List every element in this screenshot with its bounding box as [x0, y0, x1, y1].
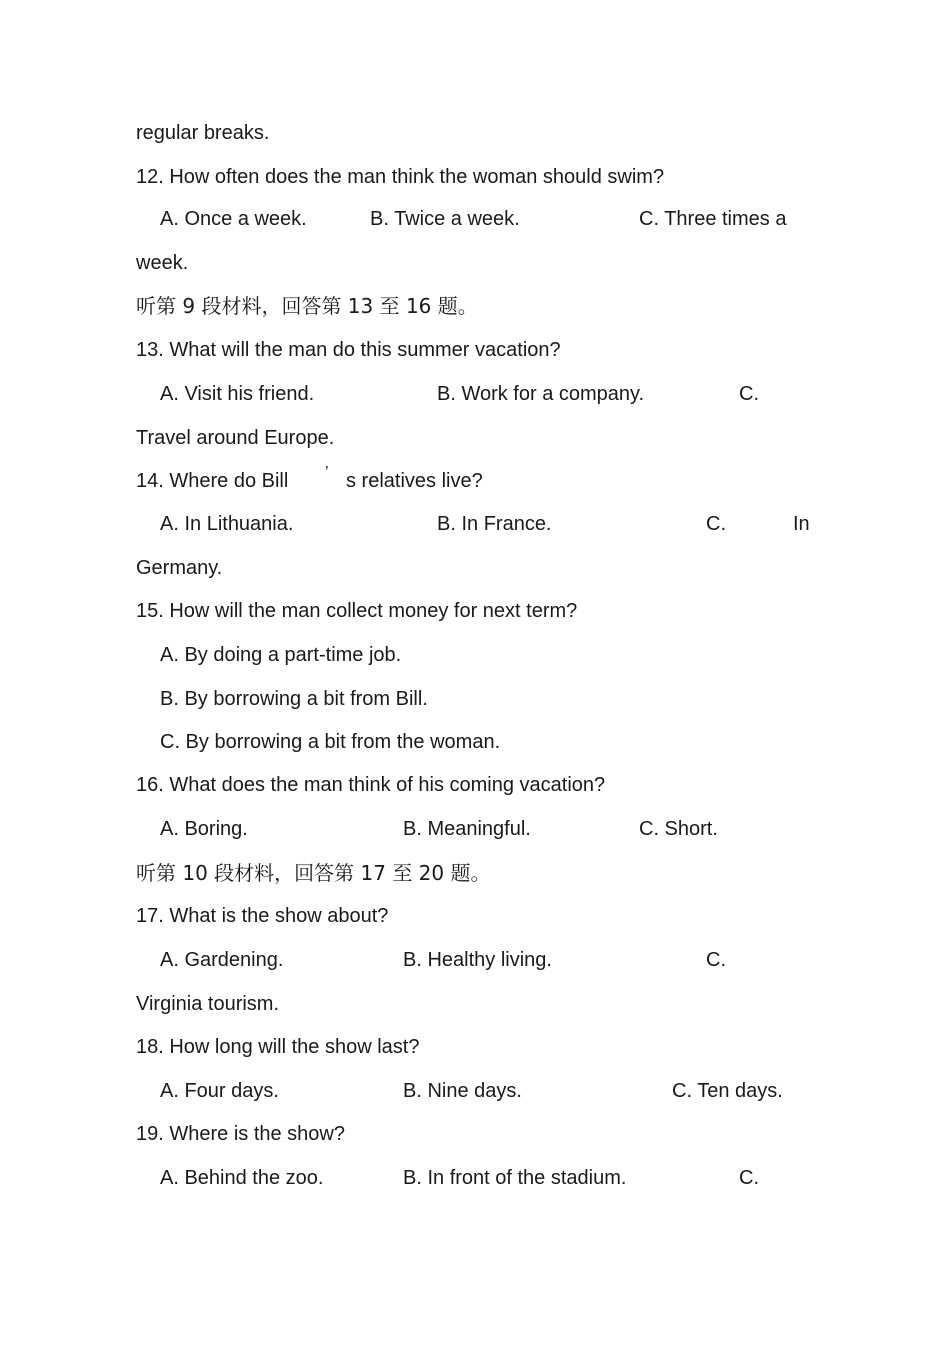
question-15: 15. How will the man collect money for next term? [136, 600, 578, 622]
option-15-c: C. By borrowing a bit from the woman. [160, 731, 501, 753]
text-line: regular breaks. [136, 122, 270, 144]
option-17-b: B. Healthy living. [403, 949, 552, 971]
section-instruction-10: 听第 10 段材料，回答第 17 至 20 题。 [136, 861, 491, 885]
option-16-a: A. Boring. [160, 818, 248, 840]
section-instruction-9: 听第 9 段材料，回答第 13 至 16 题。 [136, 294, 478, 318]
question-18: 18. How long will the show last? [136, 1036, 420, 1058]
option-13-a: A. Visit his friend. [160, 383, 315, 405]
option-14-c-word: In [793, 513, 810, 535]
option-12-a: A. Once a week. [160, 208, 307, 230]
question-17: 17. What is the show about? [136, 905, 389, 927]
option-18-b: B. Nine days. [403, 1080, 522, 1102]
question-14-continued: s relatives live? [346, 470, 483, 492]
option-12-c-continued: week. [136, 252, 189, 274]
option-12-c: C. Three times a [639, 208, 787, 230]
option-17-c: C. [706, 949, 726, 971]
question-14: 14. Where do Bill [136, 470, 289, 492]
question-12: 12. How often does the man think the woman should swim? [136, 166, 665, 188]
option-17-c-continued: Virginia tourism. [136, 993, 280, 1015]
option-14-c-continued: Germany. [136, 557, 223, 579]
option-19-a: A. Behind the zoo. [160, 1167, 324, 1189]
option-14-c: C. [706, 513, 726, 535]
option-18-a: A. Four days. [160, 1080, 279, 1102]
option-14-b: B. In France. [437, 513, 552, 535]
option-16-b: B. Meaningful. [403, 818, 531, 840]
question-13: 13. What will the man do this summer vacation? [136, 339, 561, 361]
option-17-a: A. Gardening. [160, 949, 284, 971]
option-13-c-continued: Travel around Europe. [136, 427, 335, 449]
option-19-b: B. In front of the stadium. [403, 1167, 627, 1189]
question-19: 19. Where is the show? [136, 1123, 345, 1145]
option-13-c: C. [739, 383, 759, 405]
option-15-b: B. By borrowing a bit from Bill. [160, 688, 428, 710]
option-15-a: A. By doing a part-time job. [160, 644, 402, 666]
option-18-c: C. Ten days. [672, 1080, 783, 1102]
question-14-apostrophe: ’ [325, 464, 329, 481]
option-12-b: B. Twice a week. [370, 208, 520, 230]
option-13-b: B. Work for a company. [437, 383, 645, 405]
option-16-c: C. Short. [639, 818, 718, 840]
option-19-c: C. [739, 1167, 759, 1189]
option-14-a: A. In Lithuania. [160, 513, 294, 535]
question-16: 16. What does the man think of his coming vacation? [136, 774, 606, 796]
